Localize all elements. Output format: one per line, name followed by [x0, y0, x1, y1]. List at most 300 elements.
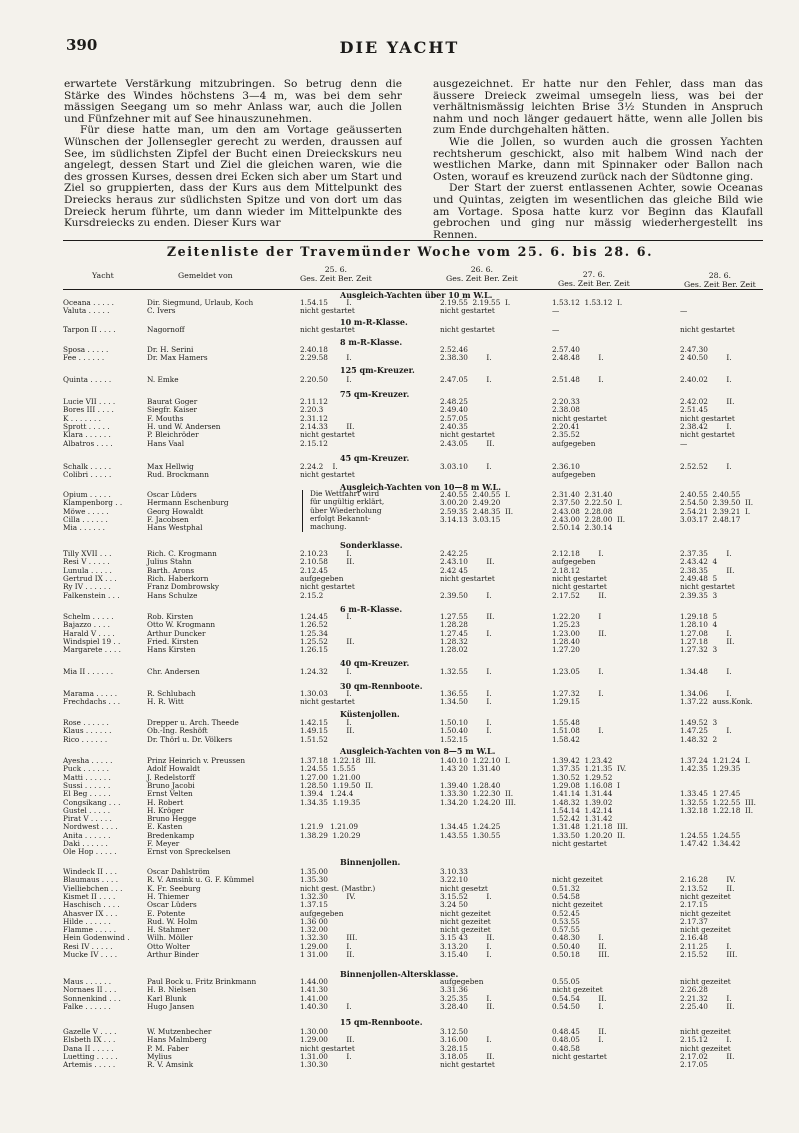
time-cell: 1.40.10 1.22.10 I. [440, 756, 511, 765]
yacht-name: Cilla . . . . . . [63, 514, 108, 524]
owner-name: H. Robert [147, 797, 184, 807]
time-cell: 2.15.2 [300, 590, 324, 600]
time-cell: 1.37.15 [300, 900, 328, 910]
time-cell: 3.15.52 I. [440, 891, 492, 901]
time-cell: 0.55.05 [552, 977, 580, 986]
time-cell: 1.52.15 [440, 734, 468, 744]
time-cell: nicht gestartet [552, 573, 607, 583]
owner-name: R. Schlubach [147, 689, 196, 698]
owner-name: Bredenkamp [147, 830, 195, 840]
time-cell: 1.28.32 [440, 636, 468, 646]
yacht-name: Puck . . . . . . [63, 764, 109, 774]
yacht-name: Resi IV . . . . . [63, 941, 113, 951]
time-cell: 1.22.20 I [552, 612, 602, 621]
time-cell: 1.27.32 3 [680, 645, 718, 655]
time-cell: 3.10.33 [440, 867, 468, 876]
yacht-name: Flamme . . . . . [63, 925, 117, 935]
time-cell: 1.34.35 1.19.35 [300, 797, 361, 807]
yacht-name: Harald V . . . . [63, 628, 115, 638]
time-cell: 0.48.45 II. [552, 1027, 607, 1036]
time-cell: 1.34.06 I. [680, 689, 732, 698]
yacht-name: Ry IV . . . . . . [63, 582, 111, 592]
owner-name: Chr. Andersen [147, 667, 200, 676]
time-cell: 2.57.05 [440, 413, 468, 423]
owner-name: Otto Wolter [147, 941, 191, 951]
yacht-name: Valuta . . . . . [63, 306, 110, 316]
yacht-name: Schalk . . . . . [63, 462, 112, 471]
yacht-name: Matti . . . . . . [63, 772, 111, 782]
class-header: Ausgleich-Yachten von 8—5 m W.L. [340, 746, 496, 756]
time-cell: 3.25.35 I. [440, 993, 492, 1003]
time-cell: 0.51.32 [552, 883, 580, 893]
yacht-name: Ayesha . . . . . [63, 756, 113, 765]
time-cell: 2.59.35 2.48.35 II. [440, 506, 514, 516]
time-cell: 3.00.20 2.49.20 [440, 498, 501, 508]
time-cell: 0.54.58 [552, 891, 580, 901]
time-cell: 2.17.02 II. [680, 1051, 735, 1061]
time-cell: 1.35.00 [300, 867, 328, 876]
time-cell: 1.31.00 I. [300, 1051, 352, 1061]
time-cell: 1.49.52 3 [680, 718, 718, 727]
time-cell: 2.38.08 [552, 405, 580, 415]
time-cell: 3.31.36 [440, 985, 468, 995]
page-number: 390 [66, 36, 98, 54]
owner-name: Rich. C. Krogmann [147, 549, 217, 558]
table-title: Zeitenliste der Travemünder Woche vom 25. 6. bis 28. 6. [166, 244, 654, 259]
time-cell: 1.29.00 II. [300, 1035, 355, 1045]
yacht-name: Falkenstein . . . [63, 590, 120, 600]
yacht-name: Sprott . . . . . [63, 421, 110, 431]
owner-name: Mylius [147, 1051, 172, 1061]
time-cell: 1.51.52 [300, 734, 328, 744]
time-cell: 1.53.12 1.53.12 I. [552, 298, 623, 307]
time-cell: 2.31.40 2.31.40 [552, 490, 613, 499]
yacht-name: Congsikang . . . [63, 797, 121, 807]
time-cell: 2.47.05 I. [440, 375, 492, 384]
time-cell: 2.12.45 [300, 565, 328, 575]
time-cell: 1.29.15 [552, 697, 580, 707]
time-cell: 3.22.10 [440, 875, 468, 885]
yacht-name: Opium . . . . . [63, 490, 111, 499]
time-cell: 1.37.18 1.22.18 III. [300, 756, 376, 765]
time-cell: nicht gestartet [300, 582, 355, 592]
time-cell: 1.34.50 I. [440, 697, 492, 707]
time-cell: — [552, 325, 560, 334]
day-header-3: 27. 6. Ges. Zeit Ber. Zeit [558, 270, 630, 288]
article-left-column [64, 79, 402, 239]
time-cell: 3.24 50 [440, 900, 468, 910]
yacht-name: Nornaes II . . . [63, 985, 117, 995]
time-cell: 2.38.42 I. [680, 421, 732, 431]
time-cell: nicht gestartet [300, 470, 355, 480]
yacht-name: Margarete . . . . [63, 645, 121, 655]
owner-name: Arthur Binder [147, 950, 199, 959]
yacht-name: Klaus . . . . . . [63, 726, 112, 736]
time-cell: 2.42.25 [440, 549, 468, 558]
owner-name: Oscar Dahlström [147, 867, 210, 876]
owner-name: Ernst von Spreckelsen [147, 847, 231, 857]
time-cell: 1.27.18 II. [680, 636, 735, 646]
yacht-name: Hilde . . . . . . [63, 916, 111, 926]
yacht-name: Windeck II . . . [63, 867, 117, 876]
time-cell: 2.54.50 2.39.50 II. [680, 498, 754, 508]
time-cell: 3.16.00 I. [440, 1035, 492, 1045]
time-cell: 1.38.29 1.20.29 [300, 830, 361, 840]
time-cell: 2.20.33 [552, 397, 580, 406]
time-cell: 2.36.10 [552, 462, 580, 471]
owner-name: Paul Bock u. Fritz Brinkmann [147, 977, 257, 986]
yacht-name: K . . . . . . . [63, 413, 101, 423]
time-cell: 1.28.02 [440, 645, 468, 655]
time-cell: 1.32.30 IV. [300, 891, 356, 901]
yacht-name: Resi V . . . . . [63, 557, 110, 567]
time-cell: nicht gezeitet [552, 985, 603, 995]
time-cell: aufgegeben [552, 470, 596, 480]
time-cell: 1.25.23 [552, 620, 580, 630]
yacht-name: Bajazzo . . . . [63, 620, 110, 630]
time-cell: 1.41.00 [300, 993, 328, 1003]
time-cell: 1.24.55 1.24.55 [680, 830, 741, 840]
time-cell: nicht gestartet [552, 1051, 607, 1061]
time-cell: 1.25.34 [300, 628, 328, 638]
time-cell: 0.48.30 I. [552, 933, 604, 943]
time-cell: 1.43 20 1.31.40 [440, 764, 501, 774]
time-cell: 1.30.52 1.29.52 [552, 772, 613, 782]
time-cell: 3.13.20 I. [440, 941, 492, 951]
time-cell: 1.32.55 I. [440, 667, 492, 676]
time-cell: 2.38.35 II. [680, 565, 735, 575]
time-cell: 1.26.52 [300, 620, 328, 630]
time-cell: 2.37.35 I. [680, 549, 732, 558]
time-cell: 2.40.18 [300, 345, 328, 354]
time-cell: 1.33.45 1 27.45 [680, 789, 741, 799]
time-cell: 1.39.4 1.24.4 [300, 789, 354, 799]
time-cell: 1.29.00 I. [300, 941, 352, 951]
time-cell: 3.12.50 [440, 1027, 468, 1036]
owner-name: Karl Blunk [147, 993, 187, 1003]
owner-name: Max Hellwig [147, 462, 194, 471]
time-cell: 1.51.08 I. [552, 726, 604, 736]
time-cell: 3.28.15 [440, 1043, 468, 1053]
owner-name: Drepper u. Arch. Theede [147, 718, 239, 727]
owner-name: P. M. Faber [147, 1043, 189, 1053]
yacht-name: Fee . . . . . . [63, 353, 105, 363]
time-cell: 1.34.45 1.24.25 [440, 822, 501, 832]
yacht-name: Elsbeth IX . . . [63, 1035, 116, 1045]
time-cell: 2.11.12 [300, 397, 328, 406]
owner-name: K. Fr. Seeburg [147, 883, 201, 893]
time-cell: nicht gestartet [300, 697, 355, 707]
time-cell: nicht gestartet [680, 582, 735, 592]
time-cell: 2.43.42 4 [680, 557, 718, 567]
owner-name: Barth. Arons [147, 565, 195, 575]
time-cell: 2.35.52 [552, 430, 580, 440]
yacht-name: Rose . . . . . . [63, 718, 109, 727]
time-cell: 1.24.55 1.5.55 [300, 764, 356, 774]
time-cell: 1.35.30 [300, 875, 328, 885]
time-cell: 1.24.32 I. [300, 667, 352, 676]
owner-name: Arthur Duncker [147, 628, 206, 638]
owner-name: H. und W. Andersen [147, 421, 221, 431]
yacht-name: Ole Hop . . . . . [63, 847, 117, 857]
time-cell: 1.32.55 1.22.55 III. [680, 797, 756, 807]
time-cell: 1.37.35 1.21.35 IV. [552, 764, 627, 774]
owner-name: Baurat Goger [147, 397, 198, 406]
owner-name: F. Meyer [147, 839, 180, 848]
time-cell: 1.36.55 I. [440, 689, 492, 698]
time-cell: nicht gesetzt [440, 883, 488, 893]
yacht-name: Sussi . . . . . . [63, 780, 111, 790]
time-cell: 0.48.58 [552, 1043, 580, 1053]
yacht-name: Maus . . . . . . [63, 977, 112, 986]
yacht-name: Windspiel 19 . . [63, 636, 121, 646]
yacht-name: Pirat V . . . . . [63, 814, 112, 824]
note-brace [302, 490, 307, 532]
owner-name: Bruno Jacobi [147, 780, 195, 790]
time-cell: 1.44.00 [300, 977, 328, 986]
time-cell: 0.54.54 II. [552, 993, 607, 1003]
yacht-name: Artemis . . . . . [63, 1060, 116, 1070]
time-cell: 1.27.20 [552, 645, 580, 655]
time-cell: 2.10.58 II. [300, 557, 355, 567]
time-cell: 1.58.42 [552, 734, 580, 744]
column-header-gemeldet: Gemeldet von [178, 271, 233, 280]
time-cell: 2.42.02 II. [680, 397, 735, 406]
time-cell: 3.18.05 II. [440, 1051, 495, 1061]
time-cell: 1.32.30 III. [300, 933, 358, 943]
time-cell: 2.49.48 5 [680, 573, 718, 583]
owner-name: Dr. H. Serini [147, 345, 194, 354]
time-cell: 1.28.10 4 [680, 620, 718, 630]
time-cell: aufgegeben [552, 438, 596, 448]
time-cell: 1.43.55 1.30.55 [440, 830, 501, 840]
owner-name: Hans Malmberg [147, 1035, 207, 1045]
yacht-name: Daki . . . . . . [63, 839, 108, 848]
owner-name: Wilh. Möller [147, 933, 193, 943]
time-cell: 1.23.00 II. [552, 628, 607, 638]
owner-name: F. Mouths [147, 413, 184, 423]
class-header: 8 m-R-Klasse. [340, 337, 403, 347]
owner-name: W. Mutzenbecher [147, 1027, 212, 1036]
time-cell: 3.28.40 II. [440, 1001, 495, 1011]
yacht-name: Ahasver IX . . . [63, 908, 118, 918]
yacht-name: Haschisch . . . . [63, 900, 120, 910]
class-header: 30 qm-Rennboote. [340, 681, 423, 691]
time-cell: nicht gezeitet [680, 1043, 731, 1053]
time-cell: 2.42 45 [440, 565, 468, 575]
yacht-name: Klampenborg . . [63, 498, 123, 508]
time-cell: 2.39.35 3 [680, 590, 718, 600]
owner-name: P. Bleichröder [147, 430, 199, 440]
time-cell: — [552, 306, 560, 316]
time-cell: 1.39.40 1.28.40 [440, 780, 501, 790]
yacht-name: Mia . . . . . . [63, 523, 105, 533]
time-cell: nicht gestartet [680, 325, 735, 334]
time-cell: 2.43.08 2.28.08 [552, 506, 613, 516]
class-header: 6 m-R-Klasse. [340, 604, 403, 614]
owner-name: F. Jacobsen [147, 514, 189, 524]
time-cell: 1.33.50 1.20.20 II. [552, 830, 626, 840]
annulment-note: Die Wettfahrt wird [310, 489, 380, 498]
time-cell: 1.30.00 [300, 1027, 328, 1036]
time-cell: 1.48.32 1.39.02 [552, 797, 613, 807]
time-cell: 0.50.18 III. [552, 950, 610, 959]
time-cell: 2.24.2 I. [300, 462, 338, 471]
time-cell: 2.17.15 [680, 900, 708, 910]
yacht-name: Hein Godenwind . [63, 933, 130, 943]
time-cell: 1.37.22 auss.Konk. [680, 697, 753, 707]
time-cell: 1 31.00 II. [300, 950, 355, 959]
time-cell: aufgegeben [552, 557, 596, 567]
owner-name: Rud. Brockmann [147, 470, 209, 480]
class-header: Binnenjollen. [340, 857, 401, 867]
time-cell: 1.29.18 5 [680, 612, 718, 621]
time-cell: 2.49.40 [440, 405, 468, 415]
owner-name: H. Stahmer [147, 925, 190, 935]
time-cell: 1.54.15 I. [300, 298, 352, 307]
time-cell: 2 40.50 I. [680, 353, 732, 363]
class-header: Ausgleich-Yachten über 10 m W.L. [340, 290, 493, 300]
owner-name: H. B. Nielsen [147, 985, 197, 995]
owner-name: Rich. Haberkorn [147, 573, 209, 583]
yacht-name: Lucie VII . . . . [63, 397, 116, 406]
yacht-name: Gertrud IX . . . [63, 573, 117, 583]
class-header: 125 qm-Kreuzer. [340, 365, 415, 375]
owner-name: Georg Howaldt [147, 506, 204, 516]
annulment-note: erfolgt Bekannt- [310, 513, 371, 523]
time-cell: 1.27.55 II. [440, 612, 495, 621]
time-cell: 1.40.30 I. [300, 1001, 352, 1011]
time-cell: 2.38.30 I. [440, 353, 492, 363]
yacht-name: Bores III . . . . [63, 405, 114, 415]
owner-name: Dr. Thörl u. Dr. Völkers [147, 734, 233, 744]
article-right-column [433, 79, 763, 239]
time-cell: nicht gestartet [552, 413, 607, 423]
time-cell: aufgegeben [440, 977, 484, 986]
time-cell: 1.28.28 [440, 620, 468, 630]
class-header: Ausgleich-Yachten von 10—8 m W.L. [340, 482, 502, 492]
time-cell: 2.37.50 2.22.50 I. [552, 498, 623, 508]
time-cell: 1.30.30 [300, 1060, 328, 1070]
owner-name: Otto W. Krogmann [147, 620, 216, 630]
time-cell: 1.32.18 1.22.18 II. [680, 805, 754, 815]
owner-name: Prinz Heinrich v. Preussen [147, 756, 246, 765]
time-cell: 3.03.10 I. [440, 462, 492, 471]
time-cell: 2.52.52 I. [680, 462, 732, 471]
time-cell: nicht gestartet [440, 1060, 495, 1070]
owner-name: E. Potente [147, 908, 186, 918]
time-cell: 1.33.30 1.22.30 II. [440, 789, 514, 799]
time-cell: 0.57.55 [552, 925, 580, 935]
yacht-name: Albatros . . . . [63, 438, 113, 448]
owner-name: Rud. W. Holm [147, 916, 198, 926]
time-cell: 2.10.23 I. [300, 549, 352, 558]
day-header-4: 28. 6. Ges. Zeit Ber. Zeit [684, 271, 756, 289]
time-cell: 2.13.52 II. [680, 883, 735, 893]
time-cell: nicht gestartet [440, 430, 495, 440]
time-cell: 1.48.32 2 [680, 734, 718, 744]
yacht-name: Sonnenkind . . . [63, 993, 121, 1003]
yacht-name: Dana II . . . . . [63, 1043, 114, 1053]
article-paragraph: Für diese hatte man, um den am Vortage geäusserten Wünschen der Jollensegler gerecht zu werden, draussen auf See, im südlichsten Zipfel der Bucht einen Dreieckskurs neu angelegt, dessen Start und Ziel die gleichen waren, wie die des grossen Kurses, dessen drei Ecken sich aber um Start und Ziel so gruppierten, dass der Kurs aus dem Mittelpunkt des Dreiecks heraus zur südlichsten Spitze und von dort um das Dreieck herum führte, um dann wieder im Mittelpunkte des Kursdreiecks zu enden. Dieser Kurs war [64, 124, 402, 230]
time-cell: 1.28.50 1.19.50 II. [300, 780, 374, 790]
time-cell: 1.21.9 1.21.09 [300, 822, 359, 832]
owner-name: Adolf Howaldt [147, 764, 200, 774]
time-cell: 1.49.15 II. [300, 726, 355, 736]
time-cell: 2.16.48 [680, 933, 708, 943]
time-cell: 1.28.40 [552, 636, 580, 646]
time-cell: 2.11.25 I. [680, 941, 732, 951]
time-cell: 2.47.30 [680, 345, 708, 354]
owner-name: Dir. Siegmund, Urlaub, Koch [147, 298, 254, 307]
time-cell: 2.40.35 [440, 421, 468, 431]
time-cell: 1.50.10 I. [440, 718, 492, 727]
yacht-name: Blaumaus . . . . [63, 875, 119, 885]
owner-name: N. Emke [147, 375, 179, 384]
time-cell: 1.27.32 I. [552, 689, 604, 698]
time-cell: 1.36 00 [300, 916, 328, 926]
time-cell: 1.50.40 I. [440, 726, 492, 736]
yacht-name: Kismet II . . . . [63, 891, 116, 901]
yacht-name: El Beg . . . . . [63, 789, 111, 799]
time-cell: 2.50.14 2.30.14 [552, 523, 613, 533]
class-header: 15 qm-Rennboote. [340, 1017, 423, 1027]
time-cell: 1.27.08 I. [680, 628, 732, 638]
time-cell: 1.31.48 1.21.18 III. [552, 822, 628, 832]
time-cell: nicht gezeitet [680, 908, 731, 918]
owner-name: Bruno Hegge [147, 814, 197, 824]
time-cell: 2.14.33 II. [300, 421, 355, 431]
time-cell: 2.43.05 II. [440, 438, 495, 448]
yacht-name: Schelm . . . . . [63, 612, 114, 621]
time-cell: nicht gestartet [300, 430, 355, 440]
time-cell: 1.24.45 I. [300, 612, 352, 621]
yacht-name: Lunula . . . . . [63, 565, 112, 575]
time-cell: 1.27.45 I. [440, 628, 492, 638]
annulment-note: für ungültig erklärt, [310, 497, 385, 507]
time-cell: 2.51.48 I. [552, 375, 604, 384]
owner-name: Hans Kirsten [147, 645, 196, 655]
time-cell: nicht gezeitet [680, 925, 731, 935]
owner-name: R. V. Amsink u. G. F. Kümmel [147, 875, 255, 885]
yacht-name: Colibri . . . . . [63, 470, 112, 480]
time-cell: 2.17.05 [680, 1060, 708, 1070]
class-header: Binnenjollen-Altersklasse. [340, 969, 459, 979]
time-cell: aufgegeben [300, 908, 344, 918]
time-cell: aufgegeben [300, 573, 344, 583]
time-cell: 1.27.00 1.21.00 [300, 772, 361, 782]
owner-name: Nagornoff [147, 325, 185, 334]
time-cell: 2.17.52 II. [552, 590, 607, 600]
time-cell: 2.15.12 [300, 438, 328, 448]
time-cell: 2.57.40 [552, 345, 580, 354]
time-cell: 1.32.00 [300, 925, 328, 935]
time-cell: nicht gezeitet [680, 891, 731, 901]
time-cell: 3.14.13 3.03.15 [440, 514, 501, 524]
time-cell: 2.15.52 III. [680, 950, 738, 959]
class-header: Küstenjollen. [340, 709, 400, 719]
yacht-name: Sposa . . . . . [63, 345, 109, 354]
time-cell: 1.34.48 I. [680, 667, 732, 676]
owner-name: H. Kröger [147, 805, 184, 815]
time-cell: 2.48.48 I. [552, 353, 604, 363]
owner-name: Ernst Velten [147, 789, 193, 799]
time-cell: 2.20.41 [552, 421, 580, 431]
time-cell: 1.54.14 1.42.14 [552, 805, 613, 815]
time-cell: — [680, 438, 688, 448]
time-cell: 1.47.42 1.34.42 [680, 839, 741, 848]
time-cell: 2.40.55 2.40.55 I. [440, 490, 511, 499]
